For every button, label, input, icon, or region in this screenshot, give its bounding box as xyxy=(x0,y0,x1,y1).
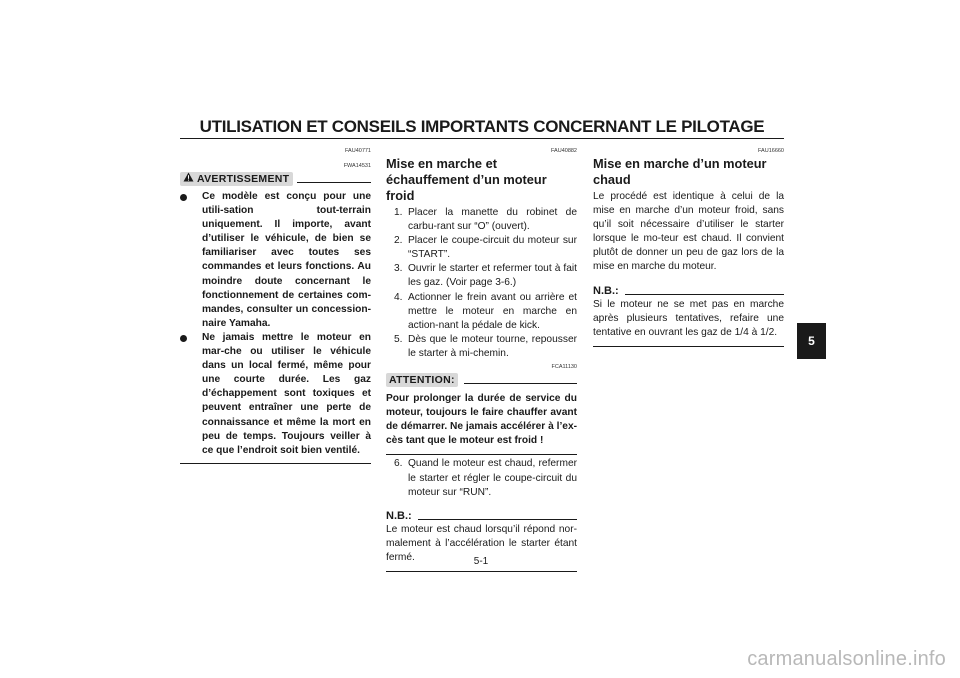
body-text: Le procédé est identique à celui de la mise en marche d’un moteur froid, sans qu’il soit nécessaire d’utiliser le starter lorsque le mo-teur est chaud. Il convient plutôt de donner un peu de gaz lors de la mise en marche du moteur. xyxy=(593,191,784,273)
step-list xyxy=(386,206,577,361)
attention-text: Pour prolonger la durée de service du moteur, toujours le faire chauffer avant de démarrer. Ne jamais accélérer à l’ex-cès tant que le moteur est froid ! xyxy=(386,393,577,447)
reference-code: FCA11130 xyxy=(551,364,577,371)
attention-header xyxy=(386,373,577,387)
step-number: 5. xyxy=(394,333,403,345)
reference-code: FAU40882 xyxy=(551,148,577,154)
reference-code: FWA14531 xyxy=(343,163,371,169)
step-number: 1. xyxy=(394,207,403,218)
divider xyxy=(593,346,784,347)
step-text: Quand le moteur est chaud, refermer le starter et régler le coupe-circuit du moteur sur “RUN”. xyxy=(408,458,577,498)
note-text: Si le moteur ne se met pas en marche après plusieurs tentatives, refaire une tentative en ouvrant les gaz de 1/4 à 1/2. xyxy=(593,298,784,338)
note-header xyxy=(386,509,577,523)
warning-badge xyxy=(180,172,293,186)
list-item xyxy=(386,262,577,290)
step-text: Placer la manette du robinet de carbu-rant sur “O” (ouvert). xyxy=(408,207,577,233)
divider xyxy=(297,175,371,183)
step-number: 6. xyxy=(394,458,403,470)
bullet-icon xyxy=(180,194,187,201)
left-column xyxy=(180,148,371,464)
list-item xyxy=(180,190,371,331)
warning-triangle-icon xyxy=(183,172,194,186)
page-title: UTILISATION ET CONSEILS IMPORTANTS CONCERNANT LE PILOTAGE xyxy=(180,117,784,139)
divider xyxy=(180,463,371,464)
warning-label: AVERTISSEMENT xyxy=(197,172,290,185)
reference-code: FAU40771 xyxy=(345,148,371,154)
watermark: carmanualsonline.info xyxy=(747,648,946,670)
warning-text: Ce modèle est conçu pour une utili-sation tout-terrain uniquement. Il importe, avant d’utiliser le véhicule, de bien se familiariser avec toutes ses commandes et leurs fonctions. Au moindre doute concernant le fonctionnement de certaines com-mandes, consulter un concession-naire Yamaha. xyxy=(202,191,371,329)
step-text: Dès que le moteur tourne, repousser le starter à mi-chemin. xyxy=(408,333,577,359)
note-label: N.B.: xyxy=(386,509,412,522)
step-list xyxy=(386,457,577,499)
list-item xyxy=(386,234,577,262)
right-column xyxy=(593,148,784,349)
warning-text: Ne jamais mettre le moteur en mar-che ou utiliser le véhicule dans un local fermé, même pour une courte durée. Les gaz d’échappement sont toxiques et peuvent entraîner une perte de connaissance et même la mort en peu de temps. Toujours veiller à ce que l’endroit soit bien ventilé. xyxy=(202,331,371,456)
divider xyxy=(464,376,577,384)
list-item xyxy=(386,333,577,361)
step-text: Placer le coupe-circuit du moteur sur “START”. xyxy=(408,235,577,261)
divider xyxy=(386,571,577,572)
bullet-icon xyxy=(180,335,187,342)
list-item xyxy=(386,457,577,499)
list-item xyxy=(386,206,577,234)
list-item xyxy=(180,331,371,458)
middle-column xyxy=(386,148,577,574)
warning-list xyxy=(180,190,371,458)
step-number: 2. xyxy=(394,235,403,247)
divider xyxy=(386,454,577,455)
note-label: N.B.: xyxy=(593,284,619,297)
section-title: Mise en marche et échauffement d’un moteur froid xyxy=(386,156,547,203)
step-number: 3. xyxy=(394,263,403,275)
divider xyxy=(625,286,784,295)
step-text: Ouvrir le starter et refermer tout à fait les gaz. (Voir page 3-6.) xyxy=(408,263,577,289)
list-item xyxy=(386,291,577,333)
warning-header xyxy=(180,172,371,186)
page-number: 5-1 xyxy=(473,556,489,567)
divider xyxy=(418,511,577,520)
note-text: Le moteur est chaud lorsqu’il répond nor-malement à l’accélération le starter étant fermé. xyxy=(386,523,577,563)
section-title: Mise en marche d’un moteur chaud xyxy=(593,156,767,187)
step-number: 4. xyxy=(394,291,403,303)
chapter-tab: 5 xyxy=(797,323,826,359)
attention-label: ATTENTION: xyxy=(386,373,458,387)
note-header xyxy=(593,284,784,298)
step-text: Actionner le frein avant ou arrière et mettre le moteur en marche en action-nant la pédale de kick. xyxy=(408,291,577,331)
reference-code: FAU16660 xyxy=(758,148,784,154)
